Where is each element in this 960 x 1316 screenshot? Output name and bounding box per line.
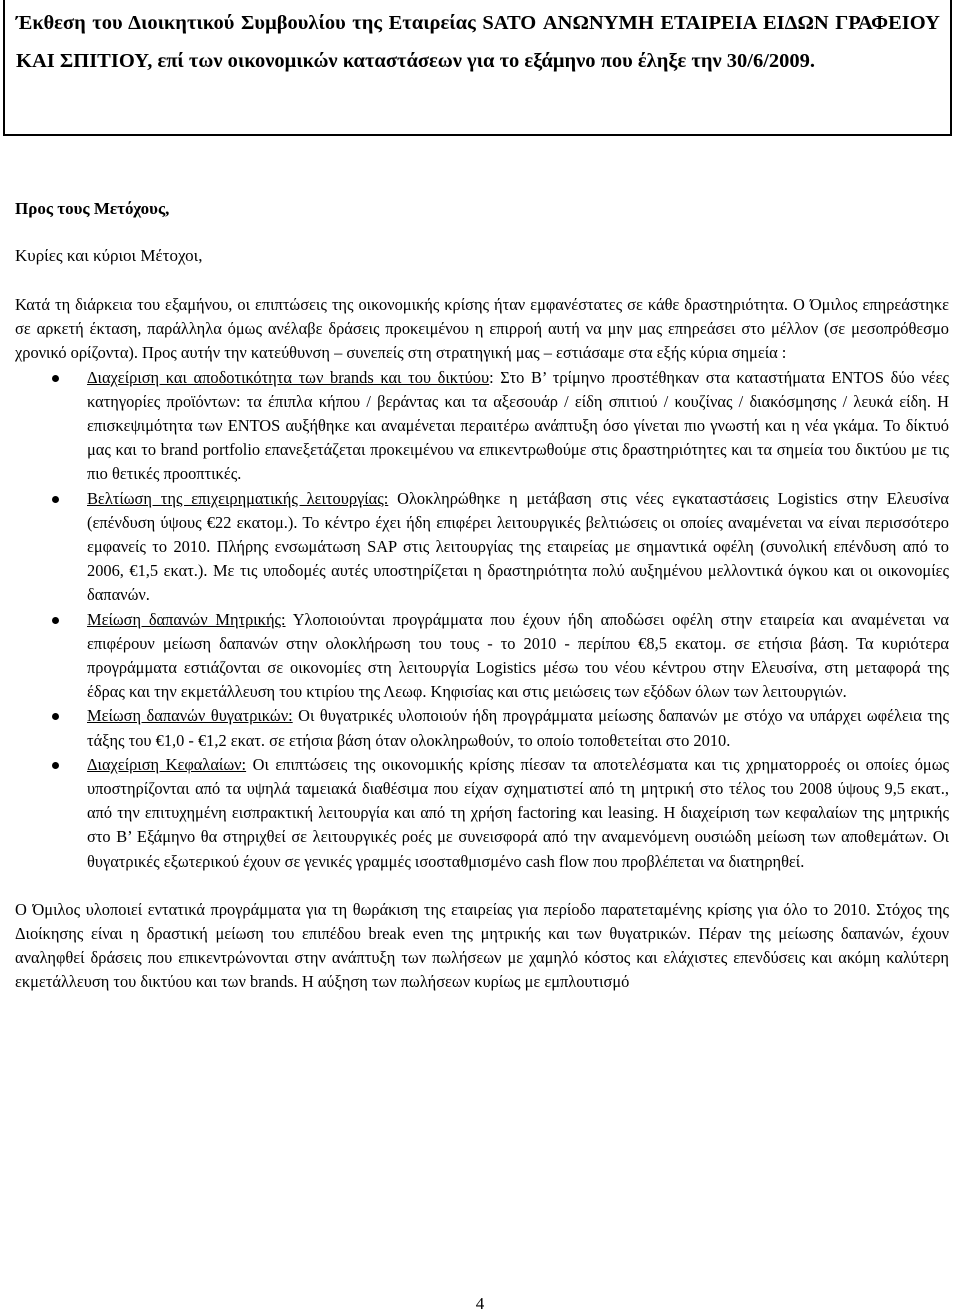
report-title: Έκθεση του Διοικητικού Συμβουλίου της Εταιρείας SATO ΑΝΩΝΥΜΗ ΕΤΑΙΡΕΙΑ ΕΙΔΩΝ ΓΡΑΦΕΙΟΥ ΚΑΙ ΣΠΙΤΙΟΥ, επί των οικονομικών καταστάσεων για το εξάμηνο που έληξε την 30/6/2009.	[16, 12, 940, 72]
list-item	[15, 753, 949, 874]
greeting: Κυρίες και κύριοι Μέτοχοι,	[15, 246, 203, 265]
point-heading: Διαχείριση και αποδοτικότητα των brands και του δικτύου	[87, 367, 490, 387]
page-number: 4	[475, 1294, 485, 1313]
list-item	[15, 704, 949, 752]
point-text: : Στο Β’ τρίμηνο προστέθηκαν στα καταστήματα ENTOS δύο νέες κατηγορίες προϊόντων: τα έπιπλα κήπου / βεράντας και τα αξεσουάρ / είδη σπιτιού / κουζίνας / διακόσμησης / λευκά είδη. Η επισκεψιμότητα των ENTOS αυξήθηκε και αναμένεται περαιτέρω ανάπτυξη όσο γίνεται πιο γνωστή και η νέα γκάμα. Το δίκτυό μας και το brand portfolio επανεξετάζεται προκειμένου να επικεντρωθούμε στις δραστηριότητες και τα σημεία του δικτύου με τις πιο θετικές προοπτικές.	[87, 367, 949, 484]
salutation: Προς τους Μετόχους,	[15, 199, 170, 218]
list-item	[15, 608, 949, 705]
report-title-box	[3, 0, 952, 136]
point-text: Οι θυγατρικές υλοποιούν ήδη προγράμματα μείωσης δαπανών με στόχο να υπάρχει ωφέλεια της τάξης του €1,0 - €1,2 εκατ. σε ετήσια βάση όταν ολοκληρωθούν, το οποίο τοποθετείται στο 2010.	[87, 706, 949, 750]
point-heading: Διαχείριση Κεφαλαίων:	[87, 754, 247, 774]
list-item	[15, 366, 949, 487]
intro-paragraph: Κατά τη διάρκεια του εξαμήνου, οι επιπτώσεις της οικονομικής κρίσης ήταν εμφανέστατες σε κάθε δραστηριότητα. Ο Όμιλος επηρεάστηκε σε αρκετή έκταση, παράλληλα όμως ανέλαβε δράσεις προκειμένου η επιρροή αυτή να μην μας επηρεάσει στο μέλλον (σε μεσοπρόθεσμο χρονικό ορίζοντα). Προς αυτήν την κατεύθυνση – συνεπείς στη στρατηγική μας – εστιάσαμε στα εξής κύρια σημεία :	[15, 295, 949, 363]
point-text: Οι επιπτώσεις της οικονομικής κρίσης πίεσαν τα αποτελέσματα και τις χρηματορροές οι οποίες όμως υποστηρίζονται από τα υψηλά ταμειακά διαθέσιμα που είχαν σχηματιστεί από τη μητρική στο τέλος του 2008 ύψους 9,5 εκατ., από την επιτυχημένη εισπρακτική λειτουργία και από τη χρήση factoring και leasing. Η διαχείριση των κεφαλαίων της μητρικής στο Β’ Εξάμηνο θα στηριχθεί σε λειτουργικές ροές με συνεισφορά από την αναμενόμενη ουσιώδη μείωση των αποθεμάτων. Οι θυγατρικές εξωτερικού έχουν σε γενικές γραμμές ισοσταθμισμένο cash flow που προβλέπεται να διατηρηθεί.	[87, 754, 949, 871]
bullet-icon	[52, 713, 59, 720]
point-text: Ολοκληρώθηκε η μετάβαση στις νέες εγκαταστάσεις Logistics στην Ελευσίνα (επένδυση ύψους €22 εκατομ.). Το κέντρο έχει ήδη επιφέρει λειτουργικές βελτιώσεις οι οποίες αναμένεται να είναι περισσότερο εμφανείς το 2010. Πλήρης ενσωμάτωση SAP στις λειτουργίας της εταιρείας με σημαντικά οφέλη (συνολική επένδυση από το 2006, €1,5 εκατ.). Με τις υποδομές αυτές υποστηρίζεται η δραστηριότητα πολύ αυξημένου μελλοντικά όγκου και οι οικονομίες δαπανών.	[87, 488, 949, 605]
bullet-icon	[52, 617, 59, 624]
bullet-icon	[52, 762, 59, 769]
point-heading: Μείωση δαπανών Μητρικής:	[87, 609, 286, 629]
key-points-list	[15, 366, 949, 874]
bullet-icon	[52, 375, 59, 382]
point-heading: Βελτίωση της επιχειρηματικής λειτουργίας:	[87, 488, 389, 508]
point-heading: Μείωση δαπανών θυγατρικών:	[87, 706, 293, 726]
report-body	[15, 293, 949, 995]
point-text: Υλοποιούνται προγράμματα που έχουν ήδη αποδώσει οφέλη στην εταιρεία και αναμένεται να επιφέρουν μείωση δαπανών στην ολοκλήρωση του τους - το 2010 - περίπου €8,5 εκατομ. σε ετήσια βάση. Τα κυριότερα προγράμματα εστιάζονται σε οικονομίες στη λειτουργία Logistics μέσω του νέου κέντρου στην Ελευσίνα, στη μεταφορά της έδρας και την εκμετάλλευση του κτιρίου της Λεωφ. Κηφισίας και στις μειώσεις των εξόδων όλων των λειτουργιών.	[87, 609, 949, 702]
bullet-icon	[52, 496, 59, 503]
closing-paragraph: Ο Όμιλος υλοποιεί εντατικά προγράμματα για τη θωράκιση της εταιρείας για περίοδο παρατεταμένης κρίσης για όλο το 2010. Στόχος της Διοίκησης είναι η δραστική μείωση του επιπέδου break even της μητρικής και των θυγατρικών. Πέραν της μείωσης δαπανών, έχουν αναληφθεί δράσεις που επικεντρώνονται στην ανάπτυξη των πωλήσεων με χαμηλό κόστος και ελάχιστες επενδύσεις και ακόμη καλύτερη εκμετάλλευση του δικτύου και των brands. Η αύξηση των πωλήσεων κυρίως με εμπλουτισμό	[15, 899, 949, 992]
list-item	[15, 487, 949, 608]
